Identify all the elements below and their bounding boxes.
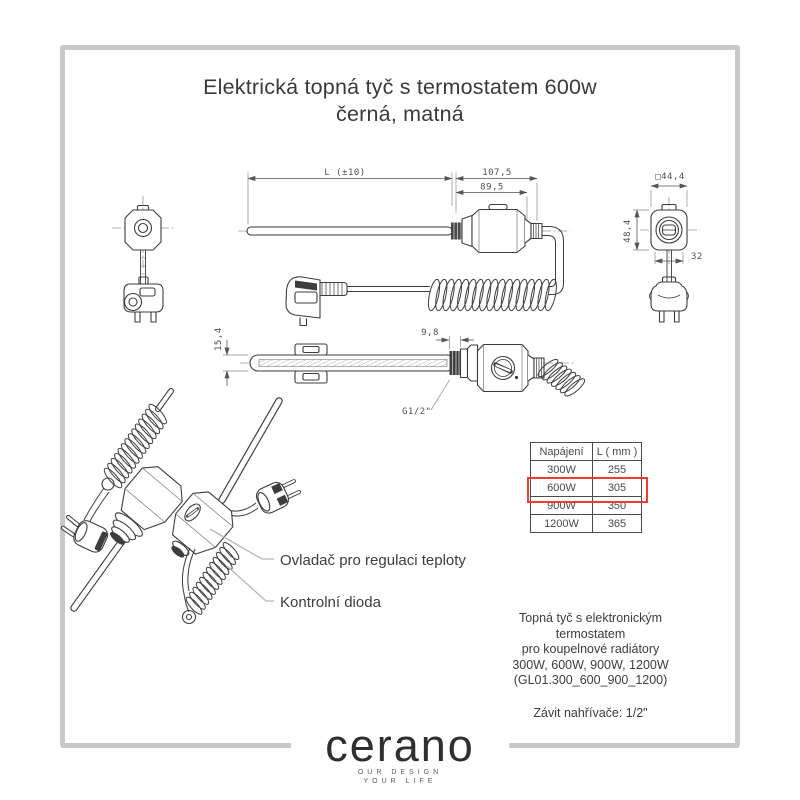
thread-note: Závit nahřívače: 1/2" [533,705,648,720]
page-title-line2: černá, matná [336,102,464,126]
spec-table-row-1200w [531,515,642,533]
description-line1: Topná tyč s elektronickým termostatem [518,611,663,641]
dim-44-4: □44,4 [655,172,685,182]
spec-cell-power: 1200W [531,515,593,533]
product-description [483,611,698,721]
side-view-middle [214,327,588,417]
page-title-line1: Elektrická topná tyč s termostatem 600w [203,75,597,99]
dim-48-4: 48,4 [623,219,633,243]
description-line4: (GL01.300_600_900_1200) [513,673,668,687]
end-view-right [623,172,703,322]
spec-table-row-300w [531,461,642,479]
logo-tagline-line2: YOUR LIFE [363,778,437,785]
spec-cell-power: 300W [531,461,593,479]
plug-front-view [650,277,689,322]
spec-table-header-row [531,443,642,461]
isometric-view-b [156,401,302,624]
dim-89-5: 89,5 [480,182,504,193]
description-line2: pro koupelnové radiátory [521,642,660,656]
spec-cell-power: 900W [531,497,593,515]
spec-table-header-length: L ( mm ) [593,443,642,461]
dim-length: L (±10) [324,168,366,178]
cerano-logo [291,720,509,786]
spec-table-row-600w [531,479,642,497]
dim-32: 32 [691,252,703,262]
spec-table-row-900w [531,497,642,515]
dim-107-5: 107,5 [482,168,512,178]
spec-cell-power: 600W [531,479,593,497]
spec-cell-length: 305 [593,479,642,497]
end-view-left [112,196,176,322]
spiral-cable-b [181,539,244,617]
regulator-annotation: Ovladač pro regulaci teploty [280,552,466,569]
spec-table [530,442,642,533]
spec-table-header-power: Napájení [531,443,593,461]
logo-tagline-line1: OUR DESIGN [357,769,443,776]
dim-9-8: 9,8 [421,328,439,338]
spec-cell-length: 365 [593,515,642,533]
dim-thread-type: G1/2" [402,407,432,417]
plug-side-view [286,277,320,326]
isometric-view-a [59,391,189,608]
description-line3: 300W, 600W, 900W, 1200W [512,657,669,672]
spec-cell-length: 255 [593,461,642,479]
dim-15-4: 15,4 [214,327,224,351]
coiled-cable-top [426,278,558,311]
diode-annotation: Kontrolní dioda [280,594,381,611]
spec-cell-length: 350 [593,497,642,515]
logo-brand-text: cerano [325,720,475,771]
side-view-top [238,168,570,326]
plug-isometric-b [254,475,302,516]
dimension-lines-middle [223,336,474,410]
